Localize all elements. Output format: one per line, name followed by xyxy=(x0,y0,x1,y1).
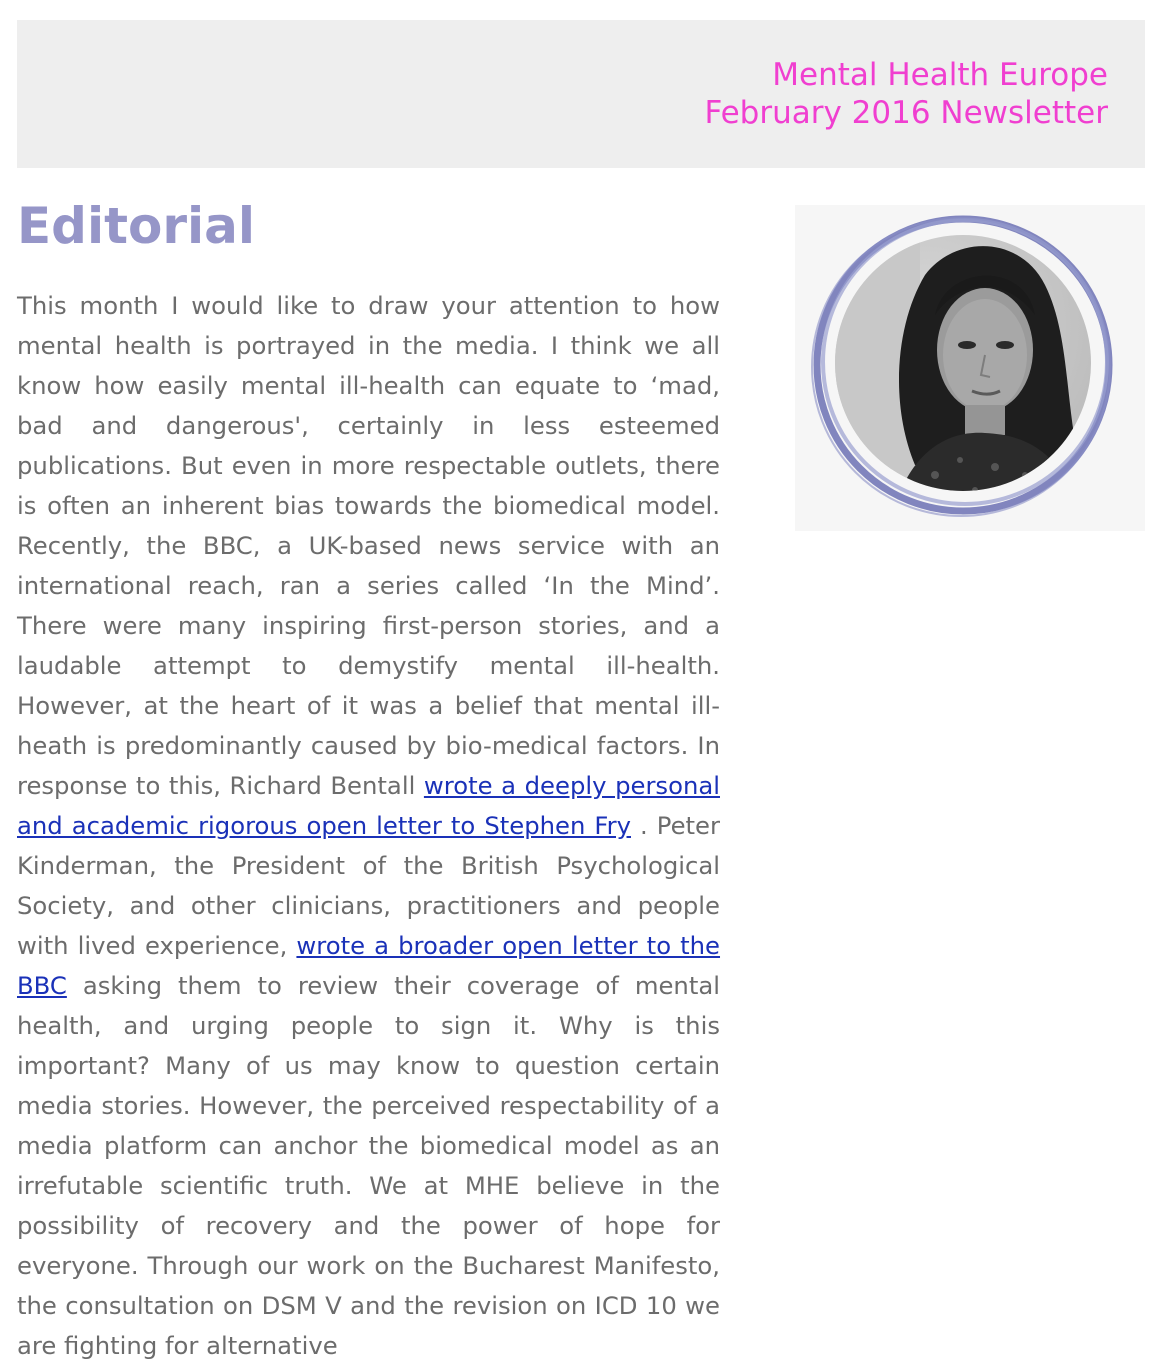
link-open-letter-stephen-fry[interactable]: wrote a deeply personal and academic rigorous open letter to Stephen Fry xyxy=(17,771,720,840)
editorial-text-part-2: . Peter Kinderman, the President of the British Psychological Society, and other clinicians, practitioners and people with lived experience, xyxy=(17,811,720,960)
header-title-block xyxy=(704,56,1108,132)
editorial-text-part-1: This month I would like to draw your attention to how mental health is portrayed in the media. I think we all know how easily mental ill-health can equate to ‘mad, bad and dangerous', certainly in less esteemed publications. But even in more respectable outlets, there is often an inherent bias towards the biomedical model. Recently, the BBC, a UK-based news service with an international reach, ran a series called ‘In the Mind’. There were many inspiring first-person stories, and a laudable attempt to demystify mental ill-health. However, at the heart of it was a belief that mental ill-heath is predominantly caused by bio-medical factors. In response to this, Richard Bentall xyxy=(17,291,720,800)
link-open-letter-bbc[interactable]: wrote a broader open letter to the BBC xyxy=(17,931,721,1000)
newsletter-issue: February 2016 Newsletter xyxy=(704,95,1108,131)
newsletter-header xyxy=(17,20,1145,168)
editorial-body xyxy=(17,286,720,1366)
author-portrait-icon xyxy=(795,205,1145,531)
author-photo xyxy=(795,205,1145,531)
editorial-text-part-3: asking them to review their coverage of mental health, and urging people to sign it. Why is this important? Many of us may know to question certain media stories. However, the perceived respectability of a media platform can anchor the biomedical model as an irrefutable scientific truth. We at MHE believe in the possibility of recovery and the power of hope for everyone. Through our work on the Bucharest Manifesto, the consultation on DSM V and the revision on ICD 10 we are fighting for alternative xyxy=(17,971,720,1360)
org-name: Mental Health Europe xyxy=(772,57,1108,93)
editorial-title: Editorial xyxy=(17,197,256,255)
